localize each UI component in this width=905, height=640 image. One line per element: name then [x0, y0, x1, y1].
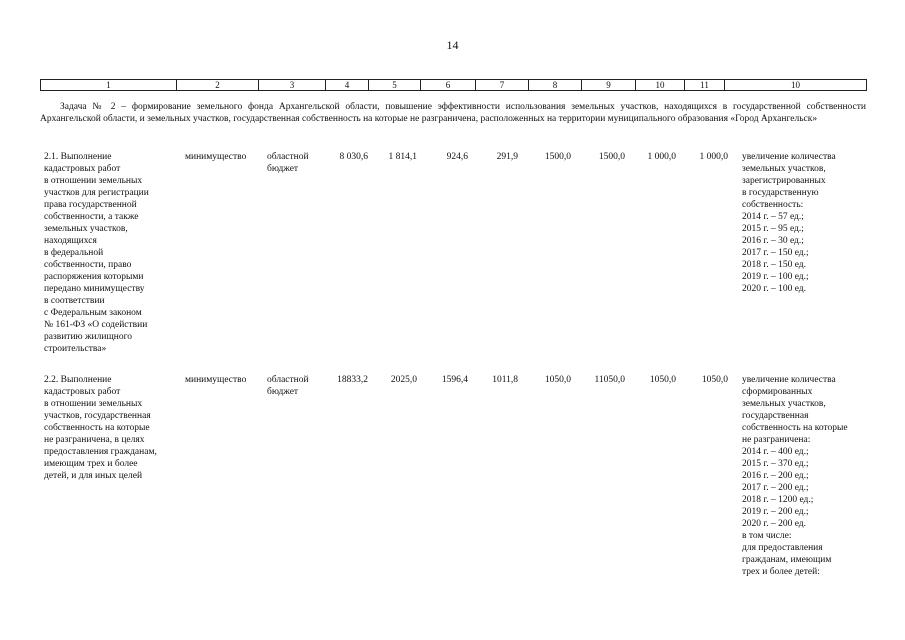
- activity-name: [44, 374, 184, 482]
- text-line: 2016 г. – 200 ед.;: [742, 471, 809, 481]
- text-line: собственность на которые: [742, 423, 848, 433]
- text-line: кадастровых работ: [44, 164, 121, 174]
- text-line: земельных участков,: [742, 399, 826, 409]
- text-line: в отношении земельных: [44, 399, 143, 409]
- text-line: 2015 г. – 95 ед.;: [742, 224, 804, 234]
- executor: минимущество: [185, 375, 247, 385]
- text-line: собственности, право: [44, 260, 132, 270]
- value-cell: 1050,0: [701, 375, 728, 385]
- text-line: 2018 г. – 150 ед.: [742, 260, 806, 270]
- column-number: 10: [725, 80, 867, 91]
- value-cell: 1050,0: [649, 375, 676, 385]
- value-cell: 1500,0: [544, 152, 571, 162]
- funding-source: [267, 374, 327, 398]
- text-line: 2019 г. – 100 ед.;: [742, 272, 809, 282]
- text-line: 2014 г. – 400 ед.;: [742, 447, 809, 457]
- text-line: в соответствии: [44, 296, 105, 306]
- text-line: 2.1. Выполнение: [44, 152, 112, 162]
- text-line: участков для регистрации: [44, 188, 149, 198]
- text-line: в том числе:: [742, 531, 792, 541]
- text-line: развитию жилищного: [44, 332, 133, 342]
- text-line: 2.2. Выполнение: [44, 375, 112, 385]
- text-line: земельных участков,: [742, 164, 826, 174]
- column-number: 2: [177, 80, 259, 91]
- text-line: для предоставления: [742, 543, 823, 553]
- text-line: 2020 г. – 100 ед.: [742, 284, 806, 294]
- text-line: зарегистрированных: [742, 176, 826, 186]
- text-line: бюджет: [267, 387, 299, 397]
- column-number-header: [40, 79, 867, 91]
- text-line: не разграничена, в целях: [44, 435, 145, 445]
- value-cell: 924,6: [446, 152, 468, 162]
- text-line: собственности, а также: [44, 212, 139, 222]
- text-line: предоставления гражданам,: [44, 447, 157, 457]
- funding-source: [267, 151, 327, 175]
- column-number: 6: [421, 80, 476, 91]
- text-line: 2019 г. – 200 ед.;: [742, 507, 809, 517]
- value-cell: 1 000,0: [699, 152, 728, 162]
- text-line: в государственную: [742, 188, 819, 198]
- text-line: в отношении земельных: [44, 176, 143, 186]
- text-line: находящихся: [44, 236, 97, 246]
- value-cell: 11050,0: [594, 375, 625, 385]
- text-line: 2017 г. – 200 ед.;: [742, 483, 809, 493]
- column-number: 11: [685, 80, 725, 91]
- text-line: с Федеральным законом: [44, 308, 142, 318]
- text-line: права государственной: [44, 200, 137, 210]
- value-cell: 2025,0: [390, 375, 417, 385]
- page-number: 14: [446, 38, 459, 52]
- expected-result: [742, 374, 867, 578]
- text-line: строительства»: [44, 344, 107, 354]
- executor: минимущество: [185, 152, 247, 162]
- text-line: кадастровых работ: [44, 387, 121, 397]
- text-line: передано минимуществу: [44, 284, 145, 294]
- text-line: земельных участков,: [44, 224, 128, 234]
- text-line: имеющим трех и более: [44, 459, 138, 469]
- value-cell: 1500,0: [598, 152, 625, 162]
- text-line: сформированных: [742, 387, 813, 397]
- column-number: 8: [529, 80, 582, 91]
- text-line: распоряжения которыми: [44, 272, 144, 282]
- text-line: трех и более детей:: [742, 567, 820, 577]
- column-number: 1: [41, 80, 177, 91]
- value-cell: 291,9: [496, 152, 518, 162]
- text-line: увеличение количества: [742, 152, 836, 162]
- text-line: собственность:: [742, 200, 804, 210]
- text-line: 2018 г. – 1200 ед.;: [742, 495, 814, 505]
- text-line: 2015 г. – 370 ед.;: [742, 459, 809, 469]
- text-line: 2016 г. – 30 ед.;: [742, 236, 804, 246]
- text-line: № 161-ФЗ «О содействии: [44, 320, 148, 330]
- text-line: областной: [267, 375, 309, 385]
- text-line: увеличение количества: [742, 375, 836, 385]
- text-line: бюджет: [267, 164, 299, 174]
- value-cell: 1 814,1: [388, 152, 417, 162]
- column-number: 10: [636, 80, 685, 91]
- text-line: детей, и для иных целей: [44, 471, 143, 481]
- column-number: 5: [369, 80, 421, 91]
- value-cell: 1596,4: [441, 375, 468, 385]
- value-cell: 1011,8: [492, 375, 518, 385]
- column-number: 4: [326, 80, 369, 91]
- text-line: 2014 г. – 57 ед.;: [742, 212, 804, 222]
- column-number: 9: [582, 80, 636, 91]
- text-line: участков, государственная: [44, 411, 151, 421]
- value-cell: 1 000,0: [647, 152, 676, 162]
- text-line: собственность на которые: [44, 423, 150, 433]
- text-line: не разграничена:: [742, 435, 811, 445]
- text-line: 2020 г. – 200 ед.: [742, 519, 806, 529]
- expected-result: [742, 151, 867, 295]
- text-line: государственная: [742, 411, 809, 421]
- value-cell: 1050,0: [544, 375, 571, 385]
- text-line: областной: [267, 152, 309, 162]
- column-number: 3: [259, 80, 326, 91]
- value-cell: 8 030,6: [339, 152, 368, 162]
- activity-name: [44, 151, 184, 355]
- text-line: 2017 г. – 150 ед.;: [742, 248, 809, 258]
- value-cell: 18833,2: [337, 375, 368, 385]
- task-heading: Задача № 2 – формирование земельного фонда Архангельской области, повышение эффективности использования земельных участков, находящихся в государственной собственности Архангельской области, и земельных участков, государственная собственность на которые не разграничена, расположенных на территории муниципального образования «Город Архангельск»: [40, 102, 866, 124]
- column-number: 7: [476, 80, 529, 91]
- text-line: гражданам, имеющим: [742, 555, 832, 565]
- text-line: в федеральной: [44, 248, 104, 258]
